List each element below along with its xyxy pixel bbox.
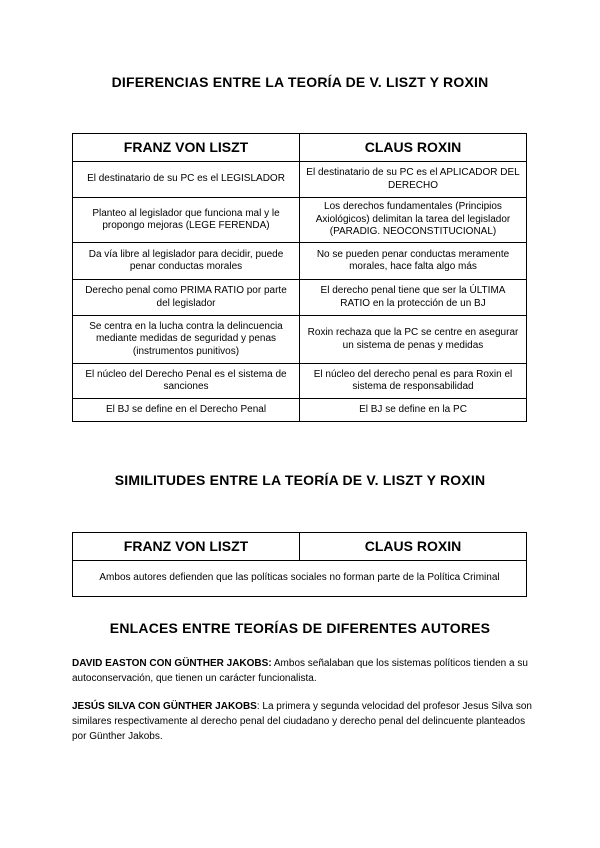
liszt-cell: El núcleo del Derecho Penal es el sistema de sanciones xyxy=(73,364,300,399)
table-row xyxy=(73,162,527,198)
link-paragraph-silva xyxy=(72,699,532,744)
liszt-cell: El destinatario de su PC es el LEGISLADOR xyxy=(73,162,300,198)
table-row xyxy=(73,280,527,316)
differences-title: DIFERENCIAS ENTRE LA TEORÍA DE V. LISZT Y ROXIN xyxy=(111,74,489,90)
liszt-cell: El BJ se define en el Derecho Penal xyxy=(73,399,300,422)
differences-header-row xyxy=(73,134,527,162)
liszt-cell: Se centra en la lucha contra la delincuencia mediante medidas de seguridad y penas (instrumentos punitivos) xyxy=(73,316,300,364)
table-row xyxy=(73,198,527,243)
similarities-title: SIMILITUDES ENTRE LA TEORÍA DE V. LISZT Y ROXIN xyxy=(114,472,486,488)
links-title: ENLACES ENTRE TEORÍAS DE DIFERENTES AUTORES xyxy=(109,620,491,636)
liszt-cell: Da vía libre al legislador para decidir, puede penar conductas morales xyxy=(73,243,300,280)
link-paragraph-easton xyxy=(72,656,532,686)
similarities-header-row xyxy=(73,533,527,561)
table-row xyxy=(73,316,527,364)
paragraph-lead: JESÚS SILVA CON GÜNTHER JAKOBS xyxy=(72,701,257,712)
header-roxin: CLAUS ROXIN xyxy=(300,533,527,561)
roxin-cell: Roxin rechaza que la PC se centre en asegurar un sistema de penas y medidas xyxy=(300,316,527,364)
paragraph-text: Ambos señalaban que los sistemas políticos tienden a su autoconservación, que tienen un carácter funcionalista. xyxy=(72,658,528,684)
header-roxin: CLAUS ROXIN xyxy=(300,134,527,162)
differences-table xyxy=(72,133,527,422)
roxin-cell: El BJ se define en la PC xyxy=(300,399,527,422)
table-row xyxy=(73,364,527,399)
liszt-cell: Planteo al legislador que funciona mal y le propongo mejoras (LEGE FERENDA) xyxy=(73,198,300,243)
paragraph-text: : La primera y segunda velocidad del profesor Jesus Silva son similares respectivamente al derecho penal del ciudadano y derecho penal del delincuente planteados por Günther Jakobs. xyxy=(72,701,532,742)
table-row xyxy=(73,561,527,597)
roxin-cell: El derecho penal tiene que ser la ÚLTIMA RATIO en la protección de un BJ xyxy=(300,280,527,316)
table-row xyxy=(73,399,527,422)
roxin-cell: Los derechos fundamentales (Principios Axiológicos) delimitan la tarea del legislador (PARADIG. NEOCONSTITUCIONAL) xyxy=(300,198,527,243)
shared-cell: Ambos autores defienden que las políticas sociales no forman parte de la Política Criminal xyxy=(73,561,527,597)
roxin-cell: El núcleo del derecho penal es para Roxin el sistema de responsabilidad xyxy=(300,364,527,399)
roxin-cell: No se pueden penar conductas meramente morales, hace falta algo más xyxy=(300,243,527,280)
paragraph-lead: DAVID EASTON CON GÜNTHER JAKOBS: xyxy=(72,658,272,669)
header-liszt: FRANZ VON LISZT xyxy=(73,134,300,162)
similarities-table xyxy=(72,532,527,597)
liszt-cell: Derecho penal como PRIMA RATIO por parte del legislador xyxy=(73,280,300,316)
roxin-cell: El destinatario de su PC es el APLICADOR DEL DERECHO xyxy=(300,162,527,198)
header-liszt: FRANZ VON LISZT xyxy=(73,533,300,561)
table-row xyxy=(73,243,527,280)
